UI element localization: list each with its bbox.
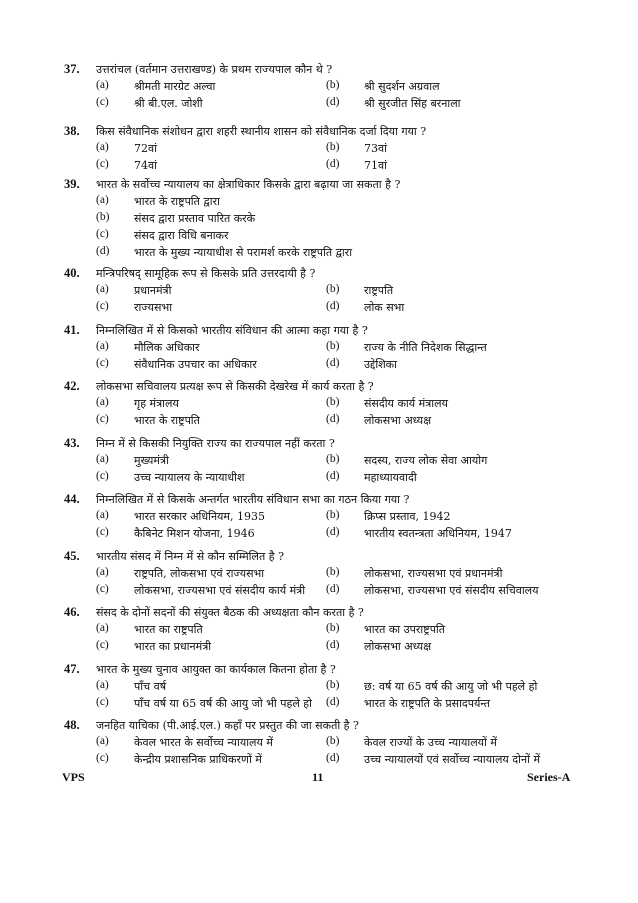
option-label: (c) — [96, 752, 109, 764]
option-text: केन्द्रीय प्रशासनिक प्राधिकरणों में — [134, 753, 262, 766]
option-label: (c) — [96, 158, 109, 170]
question-number: 45. — [64, 549, 80, 563]
question-number: 43. — [64, 436, 80, 450]
option-text: गृह मंत्रालय — [134, 397, 179, 410]
question-text: निम्न में से किसकी नियुक्ति राज्य का राज्यपाल नहीं करता ? — [96, 437, 335, 450]
option-text: उच्च न्यायालय के न्यायाधीश — [134, 471, 245, 484]
question-number: 41. — [64, 323, 80, 337]
option-text: भारत के मुख्य न्यायाधीश से परामर्श करके राष्ट्रपति द्वारा — [134, 246, 353, 259]
option-label: (d) — [326, 413, 340, 425]
option-text: श्री बी.एल. जोशी — [134, 97, 203, 110]
page-number: 11 — [312, 770, 324, 784]
option-label: (b) — [96, 211, 110, 223]
series-label: Series-A — [527, 770, 571, 784]
option-label: (c) — [96, 526, 109, 538]
option-text: लोक सभा — [364, 301, 405, 314]
option-label: (d) — [96, 245, 110, 257]
question-text: निम्नलिखित में से किसको भारतीय संविधान की आत्मा कहा गया है ? — [96, 324, 368, 337]
option-text: राज्य के नीति निदेशक सिद्धान्त — [364, 341, 487, 354]
option-label: (a) — [96, 340, 109, 352]
question-text: भारतीय संसद में निम्न में से कौन सम्मिलित है ? — [96, 550, 284, 563]
option-label: (c) — [96, 357, 109, 369]
option-label: (d) — [326, 96, 340, 108]
option-text: भारत का प्रधानमंत्री — [134, 640, 212, 653]
option-text: भारत का उपराष्ट्रपति — [364, 623, 446, 636]
option-text: भारत के राष्ट्रपति — [134, 414, 200, 427]
option-label: (a) — [96, 194, 109, 206]
option-text: भारतीय स्वतन्त्रता अधिनियम, 1947 — [364, 527, 512, 540]
option-label: (b) — [326, 679, 340, 691]
question-text: संसद के दोनों सदनों की संयुक्त बैठक की अध्यक्षता कौन करता है ? — [96, 606, 364, 619]
option-text: संसद द्वारा विधि बनाकर — [134, 229, 229, 242]
option-text: लोकसभा, राज्यसभा एवं प्रधानमंत्री — [364, 567, 503, 580]
option-label: (b) — [326, 141, 340, 153]
option-text: लोकसभा, राज्यसभा एवं संसदीय कार्य मंत्री — [134, 584, 306, 597]
question-number: 40. — [64, 266, 80, 280]
option-label: (b) — [326, 340, 340, 352]
option-label: (b) — [326, 735, 340, 747]
question-text: मन्त्रिपरिषद् सामूहिक रूप से किसके प्रति उत्तरदायी है ? — [96, 267, 316, 280]
question-number: 38. — [64, 124, 80, 138]
option-label: (c) — [96, 300, 109, 312]
option-text: मुख्यमंत्री — [134, 454, 169, 467]
option-label: (d) — [326, 639, 340, 651]
option-label: (c) — [96, 413, 109, 425]
option-text: केवल राज्यों के उच्च न्यायालयों में — [364, 736, 497, 749]
option-label: (d) — [326, 583, 340, 595]
option-text: सदस्य, राज्य लोक सेवा आयोग — [364, 454, 488, 467]
option-label: (b) — [326, 566, 340, 578]
option-label: (a) — [96, 453, 109, 465]
option-label: (a) — [96, 679, 109, 691]
question-text: भारत के सर्वोच्च न्यायालय का क्षेत्राधिकार किसके द्वारा बढ़ाया जा सकता है ? — [96, 178, 401, 191]
question-number: 39. — [64, 177, 80, 191]
option-label: (d) — [326, 158, 340, 170]
question-number: 44. — [64, 492, 80, 506]
option-label: (a) — [96, 566, 109, 578]
option-label: (a) — [96, 735, 109, 747]
option-label: (b) — [326, 453, 340, 465]
option-text: कैबिनेट मिशन योजना, 1946 — [134, 527, 255, 540]
option-label: (b) — [326, 622, 340, 634]
option-text: उच्च न्यायालयों एवं सर्वोच्च न्यायालय दोनों में — [364, 753, 541, 766]
option-label: (c) — [96, 696, 109, 708]
option-label: (c) — [96, 583, 109, 595]
option-label: (d) — [326, 526, 340, 538]
option-text: महाध्यायवादी — [364, 471, 417, 484]
option-label: (a) — [96, 509, 109, 521]
question-number: 48. — [64, 718, 80, 732]
option-text: पाँच वर्ष — [134, 680, 167, 693]
option-text: भारत के राष्ट्रपति के प्रसादपर्यन्त — [364, 697, 491, 710]
option-label: (a) — [96, 396, 109, 408]
option-label: (b) — [326, 79, 340, 91]
question-text: जनहित याचिका (पी.आई.एल.) कहाँ पर प्रस्तुत की जा सकती है ? — [96, 719, 359, 732]
option-label: (a) — [96, 141, 109, 153]
option-label: (c) — [96, 639, 109, 651]
question-number: 47. — [64, 662, 80, 676]
option-label: (c) — [96, 470, 109, 482]
question-text: उत्तरांचल (वर्तमान उत्तराखण्ड) के प्रथम राज्यपाल कौन थे ? — [96, 63, 333, 76]
option-label: (d) — [326, 752, 340, 764]
option-text: संसद द्वारा प्रस्ताव पारित करके — [134, 212, 256, 225]
question-text: लोकसभा सचिवालय प्रत्यक्ष रूप से किसकी देखरेख में कार्य करता है ? — [96, 380, 374, 393]
option-text: राष्ट्रपति — [364, 284, 394, 297]
option-text: लोकसभा, राज्यसभा एवं संसदीय सचिवालय — [364, 584, 539, 597]
option-label: (a) — [96, 79, 109, 91]
option-text: मौलिक अधिकार — [134, 341, 200, 354]
question-text: निम्नलिखित में से किसके अन्तर्गत भारतीय संविधान सभा का गठन किया गया ? — [96, 493, 410, 506]
option-label: (a) — [96, 283, 109, 295]
option-text: भारत का राष्ट्रपति — [134, 623, 203, 636]
option-label: (b) — [326, 509, 340, 521]
option-text: श्री सुरजीत सिंह बरनाला — [364, 97, 461, 110]
question-number: 37. — [64, 62, 80, 76]
option-text: संवैधानिक उपचार का अधिकार — [134, 358, 257, 371]
question-number: 42. — [64, 379, 80, 393]
option-text: श्री सुदर्शन अग्रवाल — [364, 80, 440, 93]
question-text: किस संवैधानिक संशोधन द्वारा शहरी स्थानीय शासन को संवैधानिक दर्जा दिया गया ? — [96, 125, 427, 138]
option-text: लोकसभा अध्यक्ष — [364, 640, 432, 653]
option-text: संसदीय कार्य मंत्रालय — [364, 397, 448, 410]
option-text: क्रिप्स प्रस्ताव, 1942 — [364, 510, 451, 523]
option-text: उद्देशिका — [364, 358, 397, 371]
option-text: 73वां — [364, 142, 387, 155]
option-text: श्रीमती मारग्रेट अल्वा — [134, 80, 216, 93]
option-text: 74वां — [134, 159, 157, 172]
option-label: (c) — [96, 228, 109, 240]
option-text: पाँच वर्ष या 65 वर्ष की आयु जो भी पहले हो — [134, 697, 312, 710]
option-label: (c) — [96, 96, 109, 108]
option-text: 72वां — [134, 142, 157, 155]
option-text: लोकसभा अध्यक्ष — [364, 414, 432, 427]
option-label: (d) — [326, 470, 340, 482]
question-text: भारत के मुख्य चुनाव आयुक्त का कार्यकाल कितना होता है ? — [96, 663, 336, 676]
option-text: भारत के राष्ट्रपति द्वारा — [134, 195, 220, 208]
option-text: राष्ट्रपति, लोकसभा एवं राज्यसभा — [134, 567, 265, 580]
question-number: 46. — [64, 605, 80, 619]
option-text: छ: वर्ष या 65 वर्ष की आयु जो भी पहले हो — [364, 680, 538, 693]
option-label: (d) — [326, 300, 340, 312]
option-label: (b) — [326, 396, 340, 408]
option-label: (d) — [326, 696, 340, 708]
option-text: केवल भारत के सर्वोच्च न्यायालय में — [134, 736, 273, 749]
footer-code: VPS — [62, 770, 85, 784]
option-label: (a) — [96, 622, 109, 634]
option-text: प्रधानमंत्री — [134, 284, 172, 297]
option-label: (b) — [326, 283, 340, 295]
option-label: (d) — [326, 357, 340, 369]
option-text: 71वां — [364, 159, 387, 172]
option-text: राज्यसभा — [134, 301, 173, 314]
option-text: भारत सरकार अधिनियम, 1935 — [134, 510, 265, 523]
